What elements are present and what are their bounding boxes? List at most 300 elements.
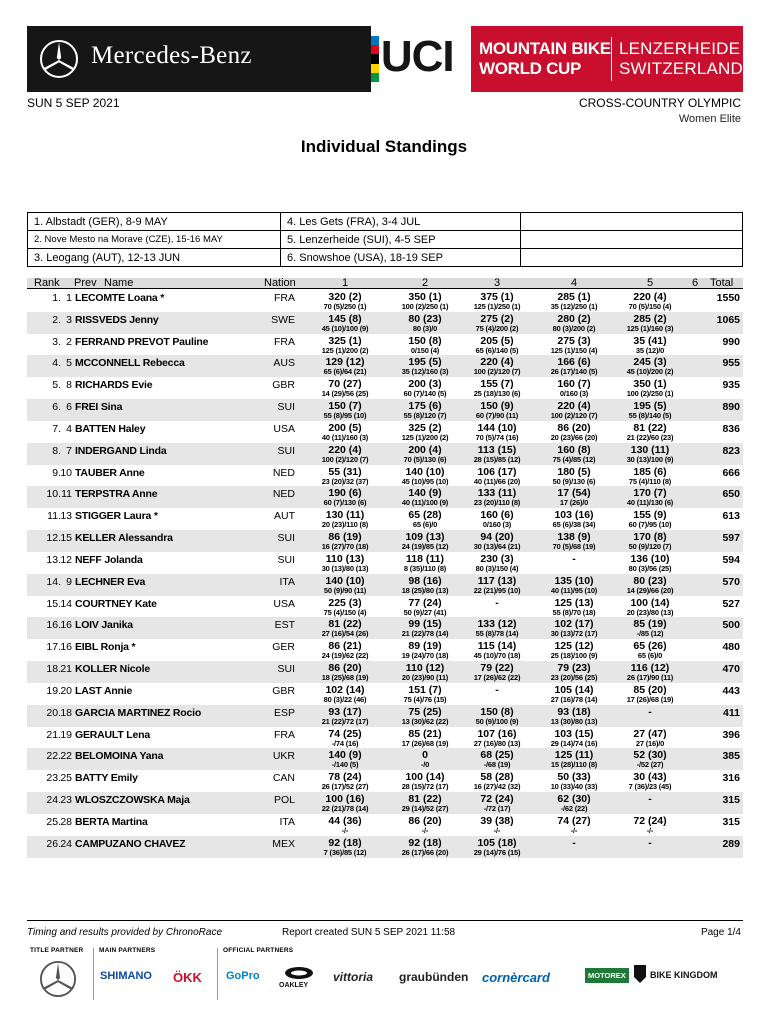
title-partner-label: TITLE PARTNER <box>30 947 84 954</box>
race-points-cell: 107 (16) <box>477 727 517 740</box>
race-breakdown-cell: 50 (9)/120 (7) <box>628 542 672 552</box>
rider-name-cell: TAUBER Anne <box>75 466 145 479</box>
table-row <box>27 792 743 814</box>
race-points-cell: 85 (19) <box>633 618 667 631</box>
race-breakdown-cell: 17 (26)/68 (19) <box>626 694 674 704</box>
race-points-cell: 98 (16) <box>408 574 442 587</box>
prev-rank-cell: 13 <box>60 510 72 523</box>
race-breakdown-cell: 16 (27)/42 (32) <box>473 782 521 792</box>
table-row <box>27 465 743 487</box>
race-points-cell: 375 (1) <box>480 291 514 303</box>
header-name: Name <box>104 277 134 289</box>
race-points-cell: 118 (11) <box>406 552 444 565</box>
race-breakdown-cell: 70 (5)/150 (4) <box>628 302 672 311</box>
race-breakdown-cell: 125 (1)/160 (3) <box>626 323 674 333</box>
race-points-cell: 175 (6) <box>408 400 442 413</box>
total-points-cell: 597 <box>722 532 740 545</box>
partner-logo-graubunden: graubünden <box>399 970 469 984</box>
race-breakdown-cell: 29 (14)/76 (15) <box>473 847 521 857</box>
race-breakdown-cell: 65 (6)/0 <box>637 651 663 661</box>
total-points-cell: 990 <box>722 335 740 348</box>
race-breakdown-cell: -/72 (17) <box>483 804 511 814</box>
rank-cell: 6. <box>52 401 61 414</box>
nation-cell: GBR <box>272 379 295 392</box>
race-breakdown-cell: 40 (11)/66 (20) <box>473 476 521 486</box>
race-breakdown-cell: 25 (18)/130 (6) <box>473 389 521 399</box>
race-points-cell: 30 (43) <box>633 771 667 784</box>
race-points-cell: 27 (47) <box>633 727 667 740</box>
rider-name-cell: KOLLER Nicole <box>75 663 150 676</box>
header-race-2: 2 <box>422 277 429 289</box>
race-breakdown-cell: 125 (1)/150 (4) <box>550 345 598 355</box>
prev-rank-cell: 4 <box>66 422 72 435</box>
race-breakdown-cell: 30 (13)/64 (21) <box>473 542 521 552</box>
total-points-cell: 935 <box>722 379 740 392</box>
prev-rank-cell: 11 <box>61 488 72 501</box>
rank-cell: 25. <box>46 815 61 828</box>
nation-cell: FRA <box>274 728 295 741</box>
race-points-cell: 86 (21) <box>328 640 362 653</box>
race-points-cell: - <box>495 596 499 609</box>
race-points-cell: 85 (20) <box>633 683 667 696</box>
rider-name-cell: GERAULT Lena <box>75 728 150 741</box>
series-line-1: MOUNTAIN BIKE <box>478 39 611 58</box>
series-line-2: WORLD CUP <box>478 59 582 78</box>
rider-name-cell: LECHNER Eva <box>75 575 146 588</box>
table-row <box>27 334 743 356</box>
rider-name-cell: LECOMTE Loana * <box>75 292 165 304</box>
nation-cell: UKR <box>272 750 295 763</box>
header-race-6: 6 <box>692 277 699 289</box>
table-row <box>27 508 743 530</box>
table-row <box>27 596 743 618</box>
race-breakdown-cell: 27 (16)/78 (14) <box>550 694 598 704</box>
race-points-cell: 140 (10) <box>325 574 365 587</box>
race-points-cell: 93 (18) <box>557 705 591 718</box>
rider-name-cell: NEFF Jolanda <box>75 553 143 566</box>
race-points-cell: 155 (9) <box>633 509 667 522</box>
race-breakdown-cell: 50 (9)/27 (41) <box>403 607 447 617</box>
race-breakdown-cell: -/68 (19) <box>483 760 511 770</box>
partner-divider <box>93 948 94 1000</box>
partner-logo-motorex: MOTOREX <box>585 968 629 983</box>
table-row <box>27 290 743 312</box>
partner-bar <box>27 944 743 1004</box>
race-points-cell: 0 <box>422 749 428 762</box>
race-breakdown-cell: 27 (16)/54 (26) <box>321 629 369 639</box>
race-points-cell: 65 (26) <box>633 640 667 653</box>
race-points-cell: 138 (9) <box>557 531 591 544</box>
race-points-cell: 150 (9) <box>480 400 514 413</box>
header-race-1: 1 <box>342 277 349 289</box>
race-breakdown-cell: 55 (8)/78 (14) <box>475 629 519 639</box>
race-points-cell: 144 (10) <box>477 421 517 434</box>
rank-cell: 23. <box>46 772 61 785</box>
race-breakdown-cell: 14 (29)/56 (25) <box>321 389 369 399</box>
prev-rank-cell: 8 <box>66 379 72 392</box>
race-breakdown-cell: 20 (23)/90 (11) <box>401 673 449 683</box>
partner-divider <box>217 948 218 1000</box>
rank-cell: 1. <box>52 292 61 304</box>
race-points-cell: 80 (23) <box>633 574 667 587</box>
race-cell: 5. Lenzerheide (SUI), 4-5 SEP <box>281 231 521 249</box>
table-row <box>27 312 743 334</box>
race-breakdown-cell: 55 (8)/70 (18) <box>552 607 596 617</box>
rider-name-cell: BERTA Martina <box>75 815 148 828</box>
race-breakdown-cell: 80 (3)/22 (46) <box>323 694 367 704</box>
race-breakdown-cell: 50 (9)/100 (9) <box>475 716 519 726</box>
nation-cell: USA <box>273 422 295 435</box>
race-points-cell: 17 (54) <box>557 487 591 500</box>
rider-name-cell: BATTEN Haley <box>75 422 146 435</box>
total-points-cell: 443 <box>722 684 740 697</box>
race-points-cell: 140 (9) <box>328 749 362 762</box>
rank-cell: 18. <box>46 663 61 676</box>
race-cell: 2. Nove Mesto na Morave (CZE), 15-16 MAY <box>28 231 281 249</box>
race-breakdown-cell: 23 (20)/32 (37) <box>321 476 369 486</box>
race-breakdown-cell: 17 (26)/68 (19) <box>401 738 449 748</box>
race-row <box>28 231 743 249</box>
race-breakdown-cell: 40 (11)/95 (10) <box>550 585 598 595</box>
race-breakdown-cell: 100 (2)/120 (7) <box>473 367 521 377</box>
race-points-cell: - <box>648 836 652 849</box>
race-points-cell: - <box>648 793 652 806</box>
race-points-cell: 195 (5) <box>633 400 667 413</box>
header-prev: Prev <box>74 277 97 289</box>
race-points-cell: 350 (1) <box>408 291 442 303</box>
race-points-cell: 72 (24) <box>480 793 514 806</box>
race-points-cell: 62 (30) <box>557 793 591 806</box>
prev-rank-cell: 23 <box>60 794 72 807</box>
race-breakdown-cell: 35 (12)/0 <box>635 345 665 355</box>
total-points-cell: 823 <box>722 444 740 457</box>
race-breakdown-cell: 75 (4)/85 (12) <box>552 454 596 464</box>
race-breakdown-cell: 28 (15)/72 (17) <box>401 782 449 792</box>
race-breakdown-cell: 13 (30)/62 (22) <box>401 716 449 726</box>
race-breakdown-cell: 55 (8)/120 (7) <box>403 411 447 421</box>
nation-cell: MEX <box>272 837 295 850</box>
rank-cell: 20. <box>46 706 61 719</box>
race-breakdown-cell: 21 (22)/72 (17) <box>321 716 369 726</box>
prev-rank-cell: 16 <box>60 619 72 632</box>
race-points-cell: 50 (33) <box>557 771 591 784</box>
race-points-cell: 130 (11) <box>630 443 670 456</box>
rider-name-cell: GARCIA MARTINEZ Rocio <box>75 706 202 719</box>
race-breakdown-cell: 80 (3)/150 (4) <box>475 563 519 573</box>
header-race-4: 4 <box>571 277 578 289</box>
race-breakdown-cell: 100 (2)/250 (1) <box>401 302 449 311</box>
race-points-cell: 81 (22) <box>633 421 667 434</box>
race-points-cell: 136 (10) <box>630 552 670 565</box>
venue-line-1: LENZERHEIDE <box>618 39 741 58</box>
race-breakdown-cell: 23 (20)/110 (8) <box>473 498 521 508</box>
nation-cell: SUI <box>277 532 295 545</box>
race-points-cell: 68 (25) <box>480 749 514 762</box>
rider-name-cell: RISSVEDS Jenny <box>75 313 159 326</box>
race-points-cell: 160 (6) <box>480 509 514 522</box>
race-breakdown-cell: 75 (4)/110 (8) <box>628 476 672 486</box>
rank-cell: 4. <box>52 357 61 370</box>
rank-cell: 21. <box>46 728 61 741</box>
race-breakdown-cell: 65 (6)/0 <box>412 520 438 530</box>
header-race-3: 3 <box>494 277 501 289</box>
rank-cell: 10. <box>46 488 61 501</box>
race-points-cell: 125 (12) <box>554 640 594 653</box>
table-row <box>27 486 743 508</box>
nation-cell: ESP <box>273 706 295 719</box>
race-points-cell: 106 (17) <box>477 465 517 478</box>
race-list <box>27 212 743 267</box>
race-points-cell: 77 (24) <box>408 596 442 609</box>
total-points-cell: 385 <box>722 750 740 763</box>
race-points-cell: - <box>572 836 576 849</box>
race-breakdown-cell: 24 (19)/62 (22) <box>321 651 369 661</box>
brand-name: Mercedes-Benz <box>91 42 252 69</box>
rank-cell: 2. <box>52 313 61 326</box>
nation-cell: NED <box>272 488 295 501</box>
race-breakdown-cell: 60 (7)/140 (5) <box>403 389 447 399</box>
race-breakdown-cell: 7 (36)/85 (12) <box>323 847 367 857</box>
race-breakdown-cell: 20 (23)/110 (8) <box>321 520 369 530</box>
table-row <box>27 661 743 683</box>
total-points-cell: 890 <box>722 401 740 414</box>
total-points-cell: 470 <box>722 663 740 676</box>
race-points-cell: 99 (15) <box>408 618 442 631</box>
race-breakdown-cell: 20 (23)/66 (20) <box>550 432 598 442</box>
race-breakdown-cell: 21 (22)/60 (23) <box>626 432 674 442</box>
race-breakdown-cell: -/0 <box>420 760 430 770</box>
total-points-cell: 396 <box>722 728 740 741</box>
race-breakdown-cell: 10 (33)/40 (33) <box>550 782 598 792</box>
rank-cell: 15. <box>46 597 61 610</box>
race-points-cell: 145 (8) <box>328 312 362 325</box>
race-breakdown-cell: 75 (4)/150 (4) <box>323 607 367 617</box>
table-row <box>27 617 743 639</box>
race-breakdown-cell: 21 (22)/78 (14) <box>401 629 449 639</box>
race-breakdown-cell: 100 (2)/120 (7) <box>321 454 369 464</box>
race-points-cell: 160 (8) <box>557 443 591 456</box>
race-points-cell: 150 (8) <box>480 705 514 718</box>
race-points-cell: 350 (1) <box>633 378 667 391</box>
partner-logo-vittoria: vittoria <box>333 970 374 984</box>
race-breakdown-cell: 65 (6)/140 (5) <box>475 345 519 355</box>
race-breakdown-cell: 60 (7)/90 (11) <box>475 411 519 421</box>
race-points-cell: 100 (14) <box>630 596 670 609</box>
nation-cell: FRA <box>274 335 295 348</box>
rider-name-cell: INDERGAND Linda <box>75 444 167 457</box>
race-cell <box>521 231 743 249</box>
race-points-cell: 74 (27) <box>557 814 591 827</box>
race-points-cell: 200 (3) <box>408 378 442 391</box>
table-row <box>27 836 743 858</box>
race-cell: 1. Albstadt (GER), 8-9 MAY <box>28 213 281 231</box>
rank-cell: 13. <box>46 553 61 566</box>
race-points-cell: 74 (25) <box>328 727 362 740</box>
race-cell <box>521 213 743 231</box>
partner-logo-cornercard: cornèrcard <box>482 970 550 985</box>
race-breakdown-cell: 40 (11)/160 (3) <box>321 432 369 442</box>
prev-rank-cell: 20 <box>60 684 72 697</box>
race-breakdown-cell: 13 (30)/80 (13) <box>550 716 598 726</box>
race-points-cell: 133 (12) <box>477 618 517 631</box>
race-points-cell: 245 (3) <box>633 356 667 369</box>
race-breakdown-cell: 70 (5)/74 (16) <box>475 432 519 442</box>
rank-cell: 9. <box>52 466 61 479</box>
race-breakdown-cell: 75 (4)/76 (15) <box>403 694 447 704</box>
race-breakdown-cell: 26 (17)/52 (27) <box>321 782 369 792</box>
rider-name-cell: MCCONNELL Rebecca <box>75 357 185 370</box>
race-breakdown-cell: 30 (13)/72 (17) <box>550 629 598 639</box>
venue-line-2: SWITZERLAND <box>618 59 743 78</box>
race-points-cell: 109 (13) <box>405 531 445 544</box>
total-points-cell: 1550 <box>716 292 740 304</box>
table-row <box>27 421 743 443</box>
race-points-cell: 129 (12) <box>325 356 365 369</box>
rank-cell: 16. <box>46 619 61 632</box>
rider-name-cell: EIBL Ronja * <box>75 641 136 654</box>
race-points-cell: 160 (7) <box>557 378 591 391</box>
header-total: Total <box>710 277 734 289</box>
race-breakdown-cell: 100 (2)/120 (7) <box>550 411 598 421</box>
race-points-cell: 103 (15) <box>554 727 594 740</box>
race-points-cell: 79 (22) <box>480 662 514 675</box>
partner-logo-okk: ÖKK <box>173 970 202 985</box>
race-breakdown-cell: 18 (25)/80 (13) <box>401 585 449 595</box>
race-breakdown-cell: 80 (3)/56 (25) <box>628 563 672 573</box>
race-points-cell: 135 (10) <box>554 574 594 587</box>
race-points-cell: 86 (20) <box>328 662 362 675</box>
standings-table <box>27 290 743 858</box>
nation-cell: CAN <box>272 772 295 785</box>
total-points-cell: 315 <box>722 815 740 828</box>
race-points-cell: 205 (5) <box>480 334 514 347</box>
race-points-cell: 133 (11) <box>477 487 517 500</box>
race-points-cell: 180 (5) <box>557 465 591 478</box>
mercedes-star-icon <box>39 960 77 998</box>
uci-wordmark: UCI <box>380 32 454 81</box>
race-breakdown-cell: 20 (23)/80 (13) <box>626 607 674 617</box>
nation-cell: SUI <box>277 401 295 414</box>
prev-rank-cell: 9 <box>66 575 72 588</box>
header-rank: Rank <box>34 277 60 289</box>
race-breakdown-cell: 45 (10)/95 (10) <box>401 476 449 486</box>
race-points-cell: 92 (18) <box>328 836 362 849</box>
race-breakdown-cell: 25 (18)/100 (9) <box>550 651 598 661</box>
table-row <box>27 770 743 792</box>
nation-cell: SWE <box>271 313 295 326</box>
race-points-cell: 170 (7) <box>633 487 667 500</box>
race-breakdown-cell: 17 (26)/0 <box>559 498 589 508</box>
rank-cell: 5. <box>52 379 61 392</box>
race-points-cell: 100 (14) <box>405 771 445 784</box>
race-points-cell: 140 (9) <box>408 487 442 500</box>
race-points-cell: 115 (14) <box>477 640 517 653</box>
prev-rank-cell: 7 <box>66 444 72 457</box>
race-points-cell: 151 (7) <box>408 683 442 696</box>
race-points-cell: 280 (2) <box>557 312 591 325</box>
table-row <box>27 639 743 661</box>
total-points-cell: 594 <box>722 553 740 566</box>
prev-rank-cell: 21 <box>60 663 72 676</box>
race-points-cell: 80 (23) <box>408 312 442 325</box>
race-breakdown-cell: 80 (3)/200 (2) <box>552 323 596 333</box>
race-breakdown-cell: 75 (4)/200 (2) <box>475 323 519 333</box>
rank-cell: 26. <box>46 837 61 850</box>
race-points-cell: 94 (20) <box>480 531 514 544</box>
prev-rank-cell: 3 <box>66 313 72 326</box>
table-row <box>27 814 743 836</box>
table-row <box>27 574 743 596</box>
prev-rank-cell: 15 <box>60 532 72 545</box>
race-points-cell: 110 (12) <box>405 662 445 675</box>
race-breakdown-cell: 15 (28)/110 (8) <box>550 760 598 770</box>
race-points-cell: 130 (11) <box>325 509 365 522</box>
race-points-cell: 275 (2) <box>480 312 514 325</box>
rank-cell: 7. <box>52 422 61 435</box>
race-breakdown-cell: 40 (11)/130 (6) <box>626 498 674 508</box>
race-points-cell: 86 (19) <box>328 531 362 544</box>
prev-rank-cell: 14 <box>60 597 72 610</box>
race-points-cell: 65 (28) <box>408 509 442 522</box>
race-points-cell: 140 (10) <box>405 465 445 478</box>
bike-kingdom-shield-icon <box>633 964 647 984</box>
race-points-cell: 39 (38) <box>480 814 514 827</box>
race-points-cell: 79 (23) <box>557 662 591 675</box>
race-breakdown-cell: 70 (5)/68 (19) <box>552 542 596 552</box>
race-points-cell: 117 (13) <box>477 574 517 587</box>
race-breakdown-cell: -/85 (12) <box>636 629 664 639</box>
race-points-cell: 100 (16) <box>325 793 365 806</box>
nation-cell: GBR <box>272 684 295 697</box>
race-points-cell: 35 (41) <box>633 334 667 347</box>
rider-name-cell: COURTNEY Kate <box>75 597 157 610</box>
partner-logo-shimano: SHIMANO <box>100 970 152 982</box>
race-points-cell: 116 (12) <box>630 662 670 675</box>
race-points-cell: 102 (14) <box>325 683 365 696</box>
race-breakdown-cell: 100 (2)/250 (1) <box>626 389 674 399</box>
race-breakdown-cell: 19 (24)/70 (18) <box>401 651 449 661</box>
race-breakdown-cell: 65 (6)/38 (34) <box>552 520 596 530</box>
race-breakdown-cell: -/52 (27) <box>636 760 664 770</box>
race-points-cell: 85 (21) <box>408 727 442 740</box>
event-date: SUN 5 SEP 2021 <box>27 96 120 110</box>
prev-rank-cell: 12 <box>60 553 72 566</box>
partner-logo-bike-kingdom: BIKE KINGDOM <box>650 970 718 980</box>
nation-cell: NED <box>272 466 295 479</box>
race-points-cell: 78 (24) <box>328 771 362 784</box>
race-breakdown-cell: -/140 (5) <box>331 760 359 770</box>
rider-name-cell: LAST Annie <box>75 684 133 697</box>
rider-name-cell: FERRAND PREVOT Pauline <box>75 335 209 348</box>
race-breakdown-cell: 65 (6)/64 (21) <box>323 367 367 377</box>
page-title: Individual Standings <box>300 137 468 156</box>
rank-cell: 17. <box>46 641 61 654</box>
nation-cell: USA <box>273 597 295 610</box>
partner-logo-gopro: GoPro <box>226 970 260 982</box>
total-points-cell: 650 <box>722 488 740 501</box>
mercedes-star-icon <box>39 39 79 79</box>
race-points-cell: 86 (20) <box>557 421 591 434</box>
table-row <box>27 748 743 770</box>
nation-cell: SUI <box>277 553 295 566</box>
footer-divider <box>27 920 743 921</box>
race-breakdown-cell: -/74 (16) <box>331 738 359 748</box>
rank-cell: 14. <box>46 575 61 588</box>
race-breakdown-cell: 16 (27)/70 (18) <box>321 542 369 552</box>
rider-name-cell: LOIV Janika <box>75 619 133 632</box>
race-breakdown-cell: 18 (25)/68 (19) <box>321 673 369 683</box>
standings-header <box>27 278 743 289</box>
